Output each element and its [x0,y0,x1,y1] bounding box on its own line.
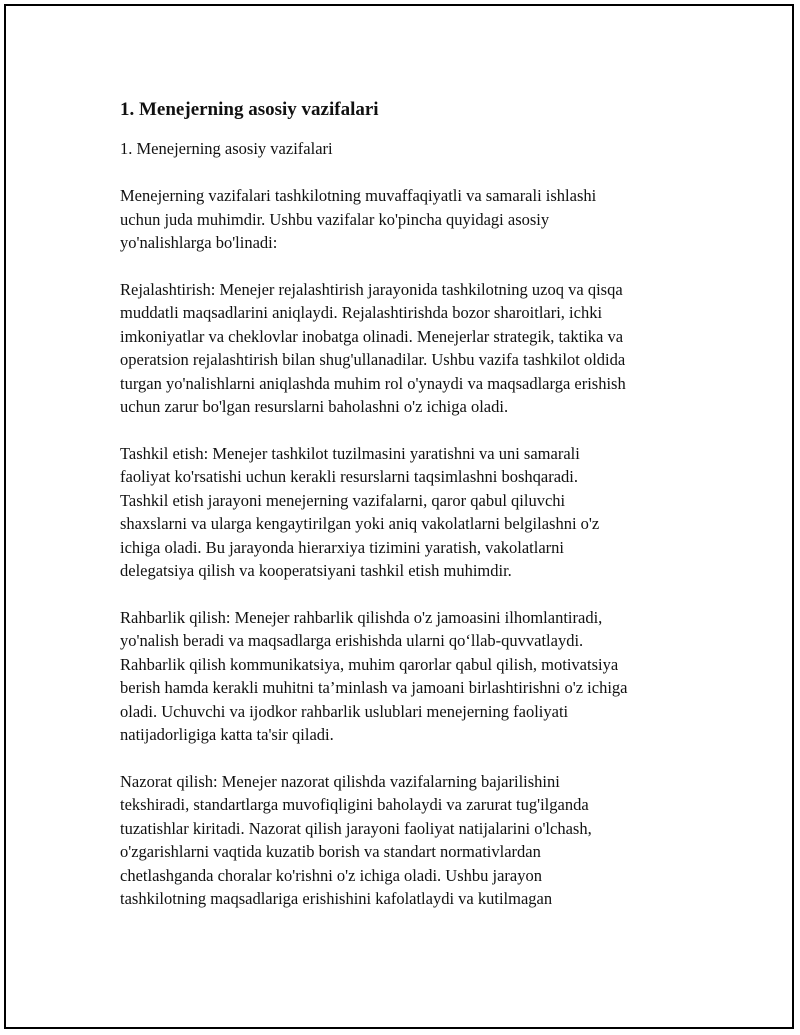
paragraph-line: Tashkil etish jarayoni menejerning vazifalarni, qaror qabul qiluvchi [120,490,566,510]
paragraph-line: yo'nalish beradi va maqsadlarga erishishda ularni qo‘llab-quvvatlaydi. [120,631,584,650]
paragraph-line: berish hamda kerakli muhitni ta’minlash va jamoani birlashtirishni o'z ichiga [120,678,628,697]
paragraph-line: uchun juda muhimdir. Ushbu vazifalar ko'pincha quyidagi asosiy [120,209,550,229]
paragraph-line: faoliyat ko'rsatishi uchun kerakli resurslarni taqsimlashni boshqaradi. [120,467,578,486]
paragraph-line: chetlashganda choralar ko'rishni o'z ichiga oladi. Ushbu jarayon [120,865,542,885]
paragraph-line: tuzatishlar kiritadi. Nazorat qilish jarayoni faoliyat natijalarini o'lchash, [120,818,592,838]
paragraph-line: Tashkil etish: Menejer tashkilot tuzilmasini yaratishni va uni samarali [120,443,580,463]
paragraph-line: yo'nalishlarga bo'linadi: [120,233,278,252]
paragraph-line: Nazorat qilish: Menejer nazorat qilishda vazifalarning bajarilishini [120,771,560,791]
document-heading: 1. Menejerning asosiy vazifalari [120,99,379,120]
paragraph-line: oladi. Uchuvchi va ijodkor rahbarlik uslublari menejerning faoliyati [120,701,569,721]
paragraph-line: uchun zarur bo'lgan resurslarni baholashni o'z ichiga oladi. [120,397,509,416]
paragraph-line: Menejerning vazifalari tashkilotning muvaffaqiyatli va samarali ishlashi [120,186,597,205]
paragraph [120,606,700,747]
paragraph [120,278,700,419]
paragraph-line: Rahbarlik qilish kommunikatsiya, muhim qarorlar qabul qilish, motivatsiya [120,654,619,674]
paragraph-line: ichiga oladi. Bu jarayonda hierarxiya tizimini yaratish, vakolatlarni [120,537,564,557]
paragraph-line: Rejalashtirish: Menejer rejalashtirish jarayonida tashkilotning uzoq va qisqa [120,279,623,299]
document-subheading: 1. Menejerning asosiy vazifalari [120,139,333,158]
paragraph-line: tekshiradi, standartlarga muvofiqligini baholaydi va zarurat tug'ilganda [120,795,589,814]
document-page [4,4,794,1029]
paragraph [120,770,700,911]
paragraph [120,184,700,255]
paragraph-line: natijadorligiga katta ta'sir qiladi. [120,725,334,744]
paragraph-line: muddatli maqsadlarini aniqlaydi. Rejalashtirishda bozor sharoitlari, ichki [120,303,603,322]
paragraph-line: turgan yo'nalishlarni aniqlashda muhim rol o'ynaydi va maqsadlarga erishish [120,373,626,393]
paragraph [120,442,700,583]
paragraph-line: tashkilotning maqsadlariga erishishini kafolatlaydi va kutilmagan [120,889,553,908]
paragraph-line: o'zgarishlarni vaqtida kuzatib borish va standart normativlardan [120,842,541,861]
paragraph-line: operatsion rejalashtirish bilan shug'ullanadilar. Ushbu vazifa tashkilot oldida [120,350,626,369]
paragraph-line: shaxslarni va ularga kengaytirilgan yoki aniq vakolatlarni belgilashni o'z [120,514,600,533]
paragraph-line: imkoniyatlar va cheklovlar inobatga olinadi. Menejerlar strategik, taktika va [120,326,624,346]
paragraph-line: delegatsiya qilish va kooperatsiyani tashkil etish muhimdir. [120,561,512,580]
paragraphs [120,184,700,911]
document-content [120,98,700,934]
paragraph-line: Rahbarlik qilish: Menejer rahbarlik qilishda o'z jamoasini ilhomlantiradi, [120,607,603,627]
